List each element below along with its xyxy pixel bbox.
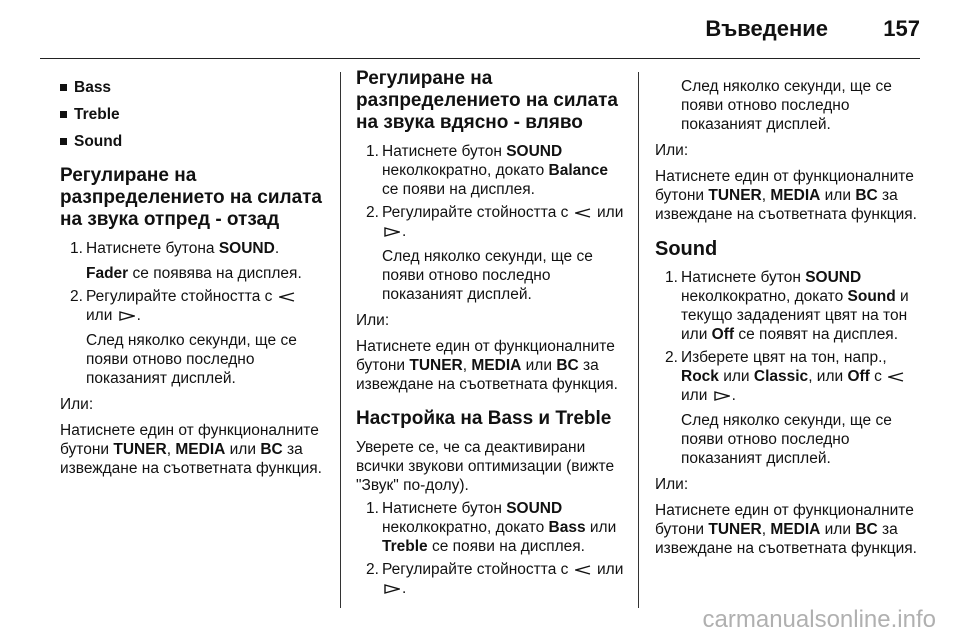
step-note: Fader се появява на дисплея. bbox=[86, 265, 302, 282]
step-item: 2. Регулирайте стойността с или . bbox=[366, 204, 624, 240]
step-item: 2. Регулирайте стойността с или . bbox=[366, 561, 624, 597]
step-item: 1. Натиснете бутон SOUND неколкократно, докато Bass или Treble се появи на дисплея. bbox=[366, 500, 617, 555]
section-heading: Настройка на Bass и Treble bbox=[356, 408, 612, 429]
column-2 bbox=[356, 68, 626, 598]
bullet-item: Sound bbox=[60, 132, 322, 151]
step-note: След няколко секунди, ще се появи отново последно показаният дисплей. bbox=[86, 332, 297, 387]
column-divider-1 bbox=[340, 72, 341, 608]
bullet-square-icon bbox=[60, 138, 67, 145]
step-item: 2. Изберете цвят на тон, напр., Rock или Classic, или Off с или . bbox=[665, 348, 925, 405]
left-arrow-icon bbox=[575, 565, 591, 575]
or-label: Или: bbox=[655, 476, 689, 493]
step-note: След няколко секунди, ще се появи отново последно показаният дисплей. bbox=[681, 78, 892, 133]
right-arrow-icon bbox=[384, 584, 400, 594]
or-label: Или: bbox=[655, 142, 689, 159]
left-arrow-icon bbox=[888, 372, 904, 382]
step-item: 1. Натиснете бутон SOUND неколкократно, докато Balance се появи на дисплея. bbox=[366, 143, 608, 198]
step-note: След няколко секунди, ще се появи отново последно показаният дисплей. bbox=[681, 412, 892, 467]
watermark: carmanualsonline.info bbox=[702, 606, 936, 633]
column-3 bbox=[655, 77, 925, 558]
alternative-paragraph: Натиснете един от функционалните бутони TUNER, MEDIA или BC за извеждане на съответната функция. bbox=[655, 168, 917, 223]
alternative-paragraph: Натиснете един от функционалните бутони TUNER, MEDIA или BC за извеждане на съответната функция. bbox=[60, 422, 322, 477]
intro-paragraph: Уверете се, че са деактивирани всички звукови оптимизации (вижте "Звук" по-долу). bbox=[356, 439, 615, 494]
section-heading: Sound bbox=[655, 238, 718, 260]
step-note: След няколко секунди, ще се появи отново последно показаният дисплей. bbox=[382, 248, 593, 303]
header-divider bbox=[40, 58, 920, 59]
left-arrow-icon bbox=[279, 292, 295, 302]
bullet-item: Treble bbox=[60, 105, 322, 124]
bullet-square-icon bbox=[60, 111, 67, 118]
left-arrow-icon bbox=[575, 208, 591, 218]
bullet-item: Bass bbox=[60, 78, 322, 97]
alternative-paragraph: Натиснете един от функционалните бутони TUNER, MEDIA или BC за извеждане на съответната функция. bbox=[655, 502, 917, 557]
step-item: 2. Регулирайте стойността с или . bbox=[70, 287, 322, 325]
page-number: 157 bbox=[883, 16, 920, 41]
right-arrow-icon bbox=[384, 227, 400, 237]
section-heading: Регулиране на разпределението на силата на звука вдясно - вляво bbox=[356, 68, 619, 133]
section-title: Въведение bbox=[705, 16, 828, 41]
section-heading: Регулиране на разпределението на силата на звука отпред - отзад bbox=[60, 165, 323, 230]
step-item: 1. Натиснете бутон SOUND неколкократно, докато Sound и текущо зададеният цвят на тон или Off се появят на дисплея. bbox=[665, 269, 909, 343]
or-label: Или: bbox=[356, 312, 390, 329]
or-label: Или: bbox=[60, 396, 94, 413]
column-1 bbox=[60, 78, 322, 478]
bullet-square-icon bbox=[60, 84, 67, 91]
right-arrow-icon bbox=[119, 311, 135, 321]
column-divider-2 bbox=[638, 72, 639, 608]
right-arrow-icon bbox=[714, 391, 730, 401]
alternative-paragraph: Натиснете един от функционалните бутони TUNER, MEDIA или BC за извеждане на съответната функция. bbox=[356, 338, 618, 393]
step-item: 1. Натиснете бутона SOUND. bbox=[70, 240, 280, 257]
